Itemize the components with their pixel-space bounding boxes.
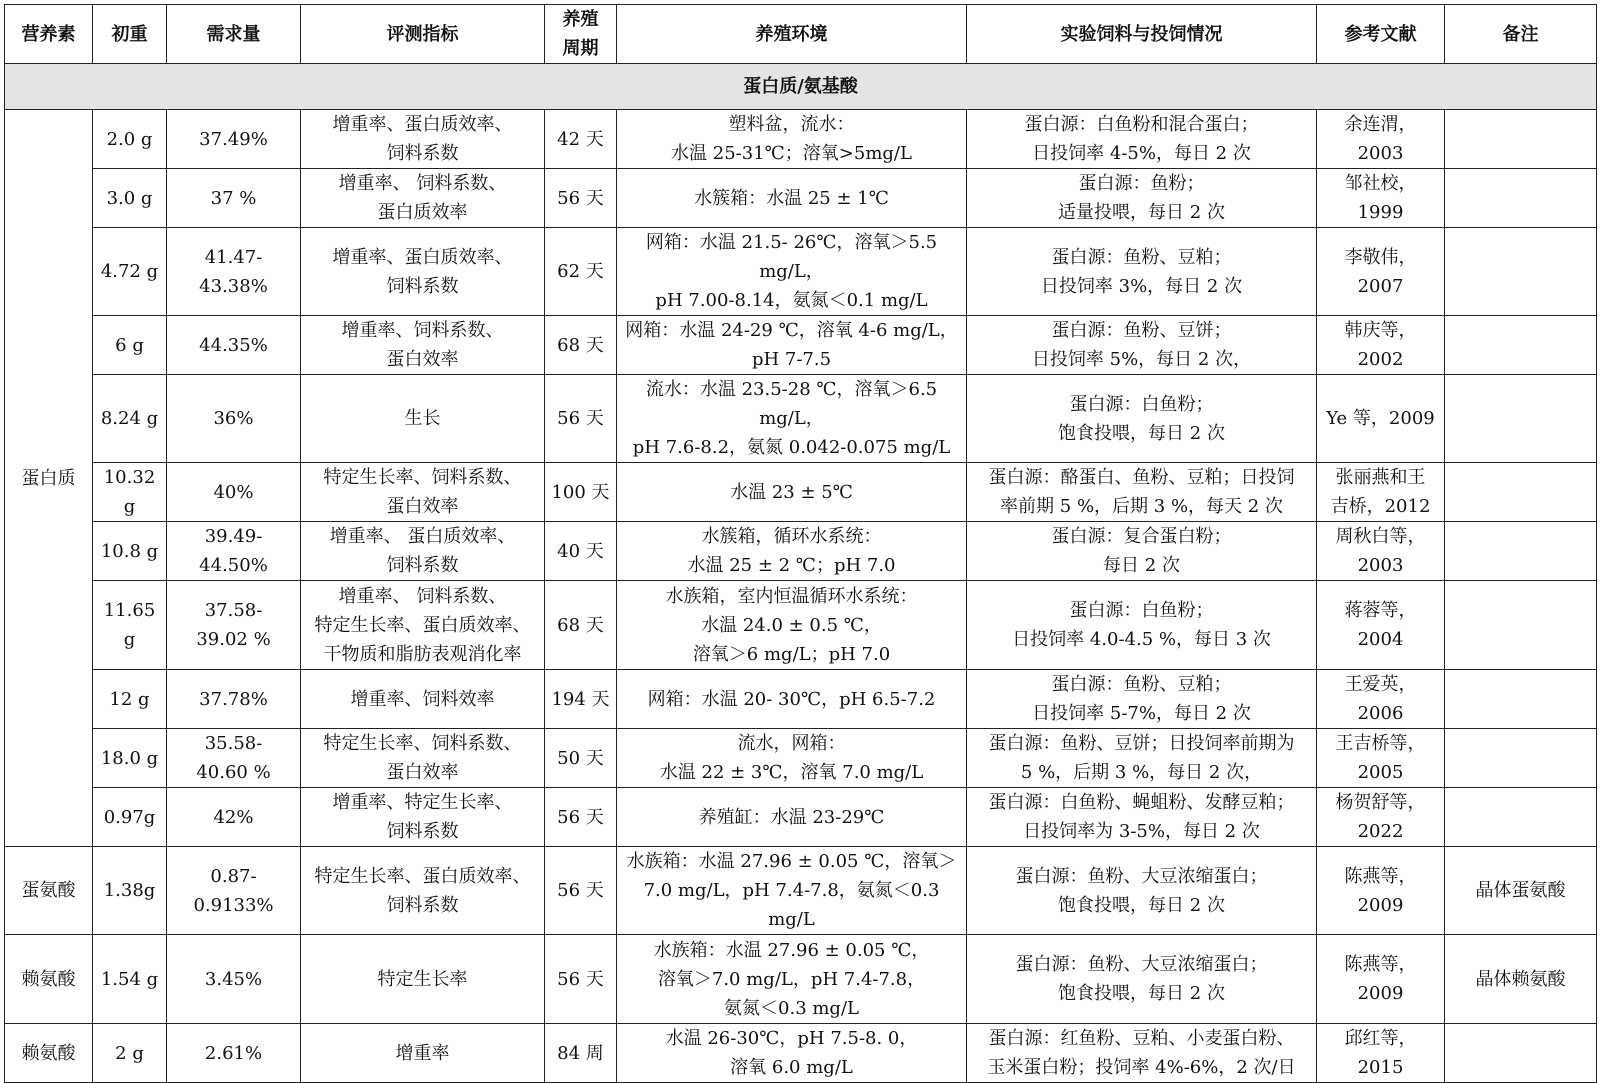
cell-requirement: 37.58- 39.02 %	[167, 581, 301, 670]
cell-environment: 水族箱：水温 27.96 ± 0.05 ℃， 溶氧＞7.0 mg/L，pH 7.4-7.8， 氨氮＜0.3 mg/L	[617, 935, 967, 1024]
header-requirement: 需求量	[167, 5, 301, 64]
cell-requirement: 37.78%	[167, 670, 301, 729]
cell-environment: 水族箱，室内恒温循环水系统： 水温 24.0 ± 0.5 ℃， 溶氧＞6 mg/L；pH 7.0	[617, 581, 967, 670]
cell-reference: 王吉桥等， 2005	[1317, 729, 1445, 788]
cell-feed: 蛋白源：酪蛋白、鱼粉、豆粕；日投饲 率前期 5 %，后期 3 %，每天 2 次	[967, 463, 1317, 522]
nutrition-table	[4, 4, 1597, 1083]
table-row	[5, 670, 1597, 729]
cell-weight: 8.24 g	[93, 375, 167, 463]
cell-period: 50 天	[545, 729, 617, 788]
cell-requirement: 35.58- 40.60 %	[167, 729, 301, 788]
cell-environment: 水簇箱，循环水系统： 水温 25 ± 2 ℃；pH 7.0	[617, 522, 967, 581]
cell-note	[1445, 169, 1597, 228]
table-row	[5, 847, 1597, 935]
cell-indicator: 增重率、 饲料系数、 特定生长率、蛋白质效率、 干物质和脂肪表观消化率	[301, 581, 545, 670]
table-row	[5, 935, 1597, 1024]
cell-requirement: 41.47- 43.38%	[167, 228, 301, 316]
cell-indicator: 增重率	[301, 1024, 545, 1083]
cell-period: 56 天	[545, 847, 617, 935]
cell-period: 84 周	[545, 1024, 617, 1083]
cell-period: 56 天	[545, 169, 617, 228]
cell-requirement: 37 %	[167, 169, 301, 228]
cell-indicator: 特定生长率	[301, 935, 545, 1024]
cell-note	[1445, 316, 1597, 375]
cell-indicator: 增重率、 蛋白质效率、 饲料系数	[301, 522, 545, 581]
section-row	[5, 64, 1597, 110]
header-note: 备注	[1445, 5, 1597, 64]
cell-note	[1445, 522, 1597, 581]
table-row	[5, 729, 1597, 788]
cell-weight: 18.0 g	[93, 729, 167, 788]
cell-weight: 0.97g	[93, 788, 167, 847]
cell-reference: 李敬伟， 2007	[1317, 228, 1445, 316]
cell-indicator: 增重率、饲料效率	[301, 670, 545, 729]
nutrient-protein: 蛋白质	[5, 110, 93, 847]
cell-environment: 水温 26-30℃，pH 7.5-8. 0， 溶氧 6.0 mg/L	[617, 1024, 967, 1083]
cell-period: 68 天	[545, 316, 617, 375]
cell-period: 56 天	[545, 935, 617, 1024]
cell-requirement: 42%	[167, 788, 301, 847]
cell-requirement: 44.35%	[167, 316, 301, 375]
cell-environment: 网箱：水温 21.5- 26℃，溶氧＞5.5 mg/L， pH 7.00-8.14，氨氮＜0.1 mg/L	[617, 228, 967, 316]
cell-feed: 蛋白源：白鱼粉、蝇蛆粉、发酵豆粕； 日投饲率为 3-5%，每日 2 次	[967, 788, 1317, 847]
cell-note	[1445, 670, 1597, 729]
cell-weight: 4.72 g	[93, 228, 167, 316]
table-row	[5, 522, 1597, 581]
header-period: 养殖 周期	[545, 5, 617, 64]
header-initial-weight: 初重	[93, 5, 167, 64]
cell-feed: 蛋白源：复合蛋白粉； 每日 2 次	[967, 522, 1317, 581]
table-row	[5, 169, 1597, 228]
cell-environment: 塑料盆，流水： 水温 25-31℃；溶氧>5mg/L	[617, 110, 967, 169]
cell-indicator: 增重率、饲料系数、 蛋白效率	[301, 316, 545, 375]
cell-reference: 邱红等， 2015	[1317, 1024, 1445, 1083]
cell-feed: 蛋白源：鱼粉、豆饼； 日投饲率 5%，每日 2 次，	[967, 316, 1317, 375]
cell-indicator: 增重率、特定生长率、 饲料系数	[301, 788, 545, 847]
cell-weight: 2 g	[93, 1024, 167, 1083]
header-nutrient: 营养素	[5, 5, 93, 64]
cell-note	[1445, 1024, 1597, 1083]
section-title: 蛋白质/氨基酸	[5, 64, 1597, 110]
cell-period: 42 天	[545, 110, 617, 169]
table-row	[5, 316, 1597, 375]
cell-requirement: 37.49%	[167, 110, 301, 169]
table-row	[5, 375, 1597, 463]
cell-weight: 2.0 g	[93, 110, 167, 169]
cell-indicator: 增重率、蛋白质效率、 饲料系数	[301, 110, 545, 169]
cell-environment: 水族箱：水温 27.96 ± 0.05 ℃，溶氧＞ 7.0 mg/L，pH 7.4-7.8，氨氮＜0.3 mg/L	[617, 847, 967, 935]
header-row	[5, 5, 1597, 64]
cell-feed: 蛋白源：白鱼粉和混合蛋白； 日投饲率 4-5%，每日 2 次	[967, 110, 1317, 169]
nutrient-methionine: 蛋氨酸	[5, 847, 93, 935]
cell-reference: 余连渭， 2003	[1317, 110, 1445, 169]
cell-reference: 陈燕等， 2009	[1317, 847, 1445, 935]
cell-period: 40 天	[545, 522, 617, 581]
table-row	[5, 228, 1597, 316]
cell-indicator: 生长	[301, 375, 545, 463]
header-indicator: 评测指标	[301, 5, 545, 64]
cell-weight: 12 g	[93, 670, 167, 729]
cell-requirement: 39.49-44.50%	[167, 522, 301, 581]
header-reference: 参考文献	[1317, 5, 1445, 64]
nutrient-lysine: 赖氨酸	[5, 1024, 93, 1083]
cell-note	[1445, 463, 1597, 522]
cell-note	[1445, 110, 1597, 169]
table-row	[5, 1024, 1597, 1083]
cell-requirement: 3.45%	[167, 935, 301, 1024]
cell-reference: 陈燕等， 2009	[1317, 935, 1445, 1024]
cell-note: 晶体赖氨酸	[1445, 935, 1597, 1024]
cell-weight: 1.54 g	[93, 935, 167, 1024]
cell-reference: 周秋白等， 2003	[1317, 522, 1445, 581]
cell-weight: 10.8 g	[93, 522, 167, 581]
cell-requirement: 0.87-0.9133%	[167, 847, 301, 935]
cell-weight: 3.0 g	[93, 169, 167, 228]
cell-reference: 杨贺舒等， 2022	[1317, 788, 1445, 847]
cell-weight: 6 g	[93, 316, 167, 375]
header-environment: 养殖环境	[617, 5, 967, 64]
cell-indicator: 特定生长率、饲料系数、 蛋白效率	[301, 463, 545, 522]
cell-note	[1445, 375, 1597, 463]
cell-requirement: 36%	[167, 375, 301, 463]
nutrient-lysine: 赖氨酸	[5, 935, 93, 1024]
cell-indicator: 特定生长率、蛋白质效率、 饲料系数	[301, 847, 545, 935]
cell-feed: 蛋白源：鱼粉、豆饼；日投饲率前期为 5 %，后期 3 %，每日 2 次，	[967, 729, 1317, 788]
cell-reference: 王爱英， 2006	[1317, 670, 1445, 729]
cell-period: 62 天	[545, 228, 617, 316]
cell-requirement: 2.61%	[167, 1024, 301, 1083]
cell-environment: 水簇箱：水温 25 ± 1℃	[617, 169, 967, 228]
cell-reference: 邹社校， 1999	[1317, 169, 1445, 228]
cell-note	[1445, 581, 1597, 670]
cell-period: 194 天	[545, 670, 617, 729]
cell-feed: 蛋白源：鱼粉、豆粕； 日投饲率 3%，每日 2 次	[967, 228, 1317, 316]
cell-feed: 蛋白源：鱼粉； 适量投喂，每日 2 次	[967, 169, 1317, 228]
cell-note	[1445, 228, 1597, 316]
cell-feed: 蛋白源：白鱼粉； 饱食投喂，每日 2 次	[967, 375, 1317, 463]
cell-weight: 11.65 g	[93, 581, 167, 670]
table-row	[5, 788, 1597, 847]
header-feed: 实验饲料与投饲情况	[967, 5, 1317, 64]
table-row	[5, 463, 1597, 522]
cell-environment: 流水：水温 23.5-28 ℃，溶氧＞6.5 mg/L， pH 7.6-8.2，氨氮 0.042-0.075 mg/L	[617, 375, 967, 463]
table-row	[5, 110, 1597, 169]
cell-note	[1445, 729, 1597, 788]
cell-weight: 1.38g	[93, 847, 167, 935]
cell-note: 晶体蛋氨酸	[1445, 847, 1597, 935]
cell-weight: 10.32 g	[93, 463, 167, 522]
cell-indicator: 特定生长率、饲料系数、 蛋白效率	[301, 729, 545, 788]
cell-period: 100 天	[545, 463, 617, 522]
cell-feed: 蛋白源：红鱼粉、豆粕、小麦蛋白粉、 玉米蛋白粉；投饲率 4%-6%，2 次/日	[967, 1024, 1317, 1083]
cell-environment: 水温 23 ± 5℃	[617, 463, 967, 522]
cell-feed: 蛋白源：白鱼粉； 日投饲率 4.0-4.5 %，每日 3 次	[967, 581, 1317, 670]
cell-period: 56 天	[545, 788, 617, 847]
cell-feed: 蛋白源：鱼粉、豆粕； 日投饲率 5-7%，每日 2 次	[967, 670, 1317, 729]
cell-environment: 流水，网箱： 水温 22 ± 3℃，溶氧 7.0 mg/L	[617, 729, 967, 788]
cell-period: 68 天	[545, 581, 617, 670]
cell-period: 56 天	[545, 375, 617, 463]
cell-reference: 蒋蓉等， 2004	[1317, 581, 1445, 670]
cell-environment: 网箱：水温 20- 30℃，pH 6.5-7.2	[617, 670, 967, 729]
table-row	[5, 581, 1597, 670]
cell-reference: 张丽燕和王 吉桥，2012	[1317, 463, 1445, 522]
cell-feed: 蛋白源：鱼粉、大豆浓缩蛋白； 饱食投喂，每日 2 次	[967, 935, 1317, 1024]
cell-note	[1445, 788, 1597, 847]
cell-reference: Ye 等，2009	[1317, 375, 1445, 463]
cell-reference: 韩庆等， 2002	[1317, 316, 1445, 375]
cell-indicator: 增重率、蛋白质效率、 饲料系数	[301, 228, 545, 316]
cell-feed: 蛋白源：鱼粉、大豆浓缩蛋白； 饱食投喂，每日 2 次	[967, 847, 1317, 935]
cell-environment: 网箱：水温 24-29 ℃，溶氧 4-6 mg/L， pH 7-7.5	[617, 316, 967, 375]
cell-environment: 养殖缸：水温 23-29℃	[617, 788, 967, 847]
cell-requirement: 40%	[167, 463, 301, 522]
cell-indicator: 增重率、 饲料系数、 蛋白质效率	[301, 169, 545, 228]
